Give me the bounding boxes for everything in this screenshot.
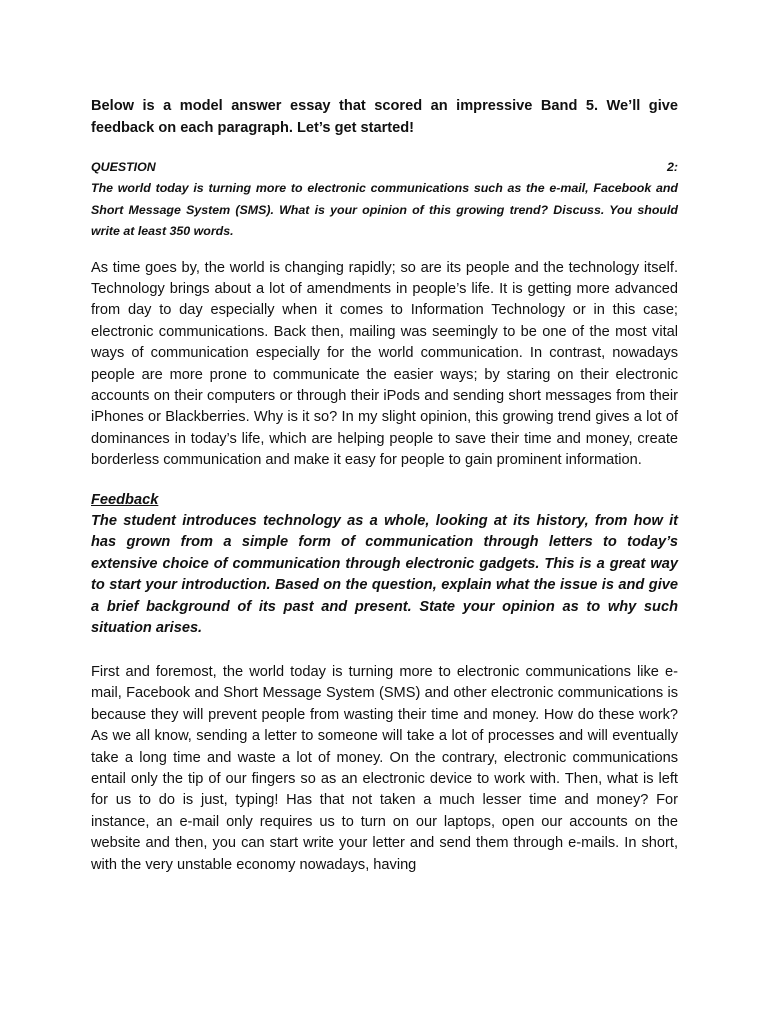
document-page [91, 96, 678, 876]
question-number: 2: [666, 160, 678, 174]
question-label: QUESTION [91, 160, 156, 174]
question-text: The world today is turning more to electronic communications such as the e-mail, Facebook and Short Message System (SMS). What is your opinion of this growing trend? Discuss. You should write at least 350 words. [91, 181, 678, 238]
feedback-heading: Feedback [91, 491, 159, 508]
question-header [91, 159, 678, 175]
feedback-text: The student introduces technology as a whole, looking at its history, from how it has grown from a simple form of communication through letters to today’s extensive choice of communication through electronic gadgets. This is a great way to start your introduction. Based on the question, explain what the issue is and give a brief background of its past and present. State your opinion as to why such situation arises. [91, 512, 678, 637]
intro-text: Below is a model answer essay that scored an impressive Band 5. We’ll give feedback on each paragraph. Let’s get started! [91, 98, 678, 136]
essay-paragraph-2: First and foremost, the world today is turning more to electronic communications like e-mail, Facebook and Short Message System (SMS) and other electronic communications is because they will prevent people from wasting their time and money. How do these work? As we all know, sending a letter to someone will take a lot of processes and will eventually take a long time and waste a lot of money. On the contrary, electronic communications entail only the tip of our fingers so as an electronic device to work with. Then, what is left for us to do is just, typing! Has that not taken a much lesser time and money? For instance, an e-mail only requires us to turn on our laptops, open our accounts on the website and then, you can start write your letter and send them through e-mails. In short, with the very unstable economy nowadays, having [91, 663, 678, 873]
essay-paragraph-1: As time goes by, the world is changing rapidly; so are its people and the technology itself. Technology brings about a lot of amendments in people’s life. It is getting more advanced from day to day especially when it comes to Information Technology or in this case; electronic communications. Back then, mailing was seemingly to be one of the most vital ways of communication especially for the world communication. In contrast, nowadays people are more prone to communicate the easier ways; by staring on their electronic accounts on their computers or through their iPods and sending short messages from their iPhones or Blackberries. Why is it so? In my slight opinion, this growing trend gives a lot of dominances in today’s life, which are helping people to save their time and money, create borderless communication and make it easy for people to gain prominent information. [91, 259, 678, 469]
